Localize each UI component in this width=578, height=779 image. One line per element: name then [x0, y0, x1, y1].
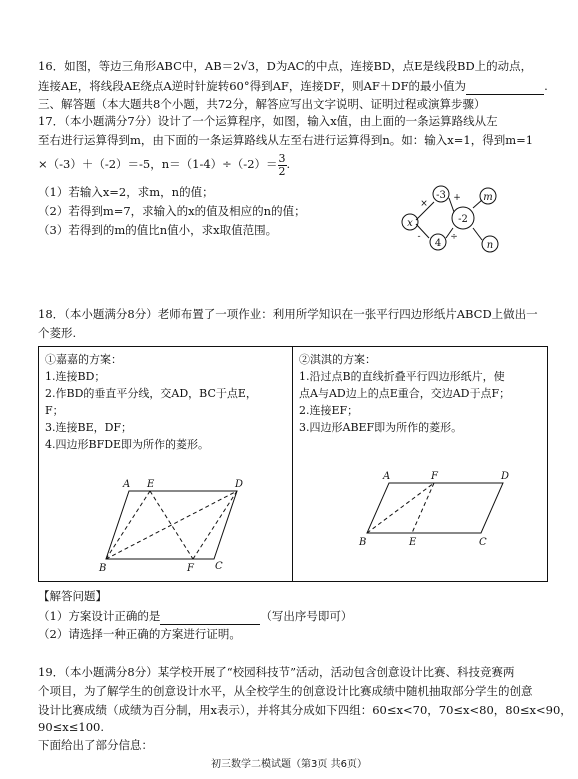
table-divider: [292, 347, 293, 581]
plan-qiqi-step: 2.连接EF；: [299, 404, 359, 418]
plan-jiajia-step: 1.连接BD；: [45, 370, 106, 384]
q19-line1: 19．（本小题满分8分）某学校开展了“校园科技节”活动，活动包含创意设计比赛、科技竞赛两: [38, 665, 515, 679]
plan-qiqi-step: 1.沿过点B的直线折叠平行四边形纸片，使: [299, 370, 505, 384]
fig1-label-B: B: [99, 563, 107, 574]
q18-answer1: [38, 607, 554, 625]
q16-answer-blank[interactable]: [466, 77, 544, 95]
jiajia-parallelogram-figure: [99, 475, 249, 575]
plan-qiqi-step: 3.四边形ABEF即为所作的菱形。: [299, 421, 463, 435]
q17-frac-den: 2: [278, 164, 286, 178]
diagram-minus-op: -: [417, 232, 421, 242]
q19-line4: 90≤x≤100.: [38, 720, 104, 734]
q18-answer1-text: （1）方案设计正确的是: [38, 609, 161, 623]
q19-line5: 下面给出了部分信息：: [38, 738, 153, 752]
q17-program-diagram: [396, 184, 522, 260]
plan-jiajia-step: 4.四边形BFDE即为所作的菱形。: [45, 438, 210, 452]
diagram-4-node: 4: [434, 238, 442, 249]
fig2-label-E: E: [409, 537, 417, 548]
fig2-label-A: A: [383, 471, 391, 482]
q16-line1: 16．如图，等边三角形ABC中，AB＝2√3，D为AC的中点，连接BD，点E是线段BD上的动点，: [38, 59, 533, 73]
diagram-x-node: x: [407, 218, 413, 229]
fig1-label-A: A: [123, 479, 131, 490]
q18-line2: 个菱形.: [38, 326, 77, 340]
diagram-m-node: m: [483, 192, 493, 203]
plan-jiajia: [45, 351, 287, 453]
q17-line3-end: .: [286, 157, 291, 172]
plan-jiajia-step: F；: [45, 404, 64, 418]
diagram-plus-op: +: [453, 193, 461, 203]
diagram-times-op: ×: [420, 199, 428, 209]
q17-frac-num: 3: [278, 152, 286, 165]
fig2-label-C: C: [479, 537, 487, 548]
plan-jiajia-step: 2.作BD的垂直平分线，交AD，BC于点E，: [45, 387, 257, 401]
page-footer: 初三数学二模试题（第3页 共6页）: [211, 759, 367, 770]
diagram-n-node: n: [486, 240, 494, 251]
diagram-divide-op: ÷: [450, 232, 458, 242]
q16-line2-end: .: [544, 79, 548, 93]
q18-answer-title: 【解答问题】: [38, 589, 107, 603]
q19-line2: 个项目，为了解学生的创意设计水平，从全校学生的创意设计比赛成绩中随机抽取部分学生的创意: [38, 684, 533, 698]
q18-answer1-blank[interactable]: [160, 607, 260, 625]
diagram-neg3-node: -3: [436, 190, 446, 201]
q16-line2-text: 连接AE，将线段AE绕点A逆时针旋转60°得到AF，连接DF，则AF＋DF的最小值为: [38, 79, 467, 93]
q17-item-3: （3）若得到的m的值比n值小，求x取值范围。: [38, 223, 278, 237]
q17-item-2: （2）若得到m=7，求输入的x的值及相应的n的值；: [38, 204, 306, 218]
plan-qiqi-title: ②淇淇的方案：: [299, 353, 376, 366]
fig1-label-E: E: [147, 479, 155, 490]
fig2-label-B: B: [359, 537, 367, 548]
plan-jiajia-title: ①嘉嘉的方案：: [45, 353, 122, 366]
plan-jiajia-step: 3.连接BE，DF；: [45, 421, 133, 435]
fig1-label-C: C: [215, 561, 223, 572]
fig2-label-F: F: [431, 471, 438, 482]
qiqi-parallelogram-figure: [357, 467, 510, 551]
q17-line2: 至右进行运算得到m，由下面的一条运算路线从左至右进行运算得到n。如：输入x=1，得到m=1: [38, 133, 534, 147]
section3-heading: 三、解答题（本大题共8个小题，共72分，解答应写出文字说明、证明过程或演算步骤）: [38, 97, 486, 111]
q18-answer2: （2）请选择一种正确的方案进行证明。: [38, 627, 241, 641]
q17-line3: [38, 153, 554, 177]
q17-item-1: （1）若输入x=2，求m，n的值；: [38, 185, 214, 199]
plan-qiqi-step: 点A与AD边上的点E重合，交边AD于点F；: [299, 387, 511, 401]
diagram-neg2-node: -2: [458, 214, 468, 225]
plan-qiqi: [299, 351, 543, 436]
q18-answer1-note: （写出序号即可）: [260, 609, 353, 623]
q17-line3-text: ×（-3）＋（-2）＝-5，n＝（1-4）÷（-2）＝: [38, 157, 278, 172]
fig2-label-D: D: [501, 471, 510, 482]
q16-line2: [38, 77, 554, 95]
q19-line3: 设计比赛成绩（成绩为百分制，用x表示），并将其分成如下四组：60≤x<70，70≤x<80，80≤x<90，: [38, 703, 572, 717]
fig1-label-F: F: [187, 563, 194, 574]
q18-plans-table: [38, 346, 548, 582]
q17-line1: 17．（本小题满分7分）设计了一个运算程序，如图，输入x值，由上面的一条运算路线从左: [38, 114, 498, 128]
q18-line1: 18．（本小题满分8分）老师布置了一项作业：利用所学知识在一张平行四边形纸片ABCD上做出一: [38, 307, 538, 321]
fig1-label-D: D: [235, 479, 244, 490]
q17-fraction: [278, 153, 287, 177]
